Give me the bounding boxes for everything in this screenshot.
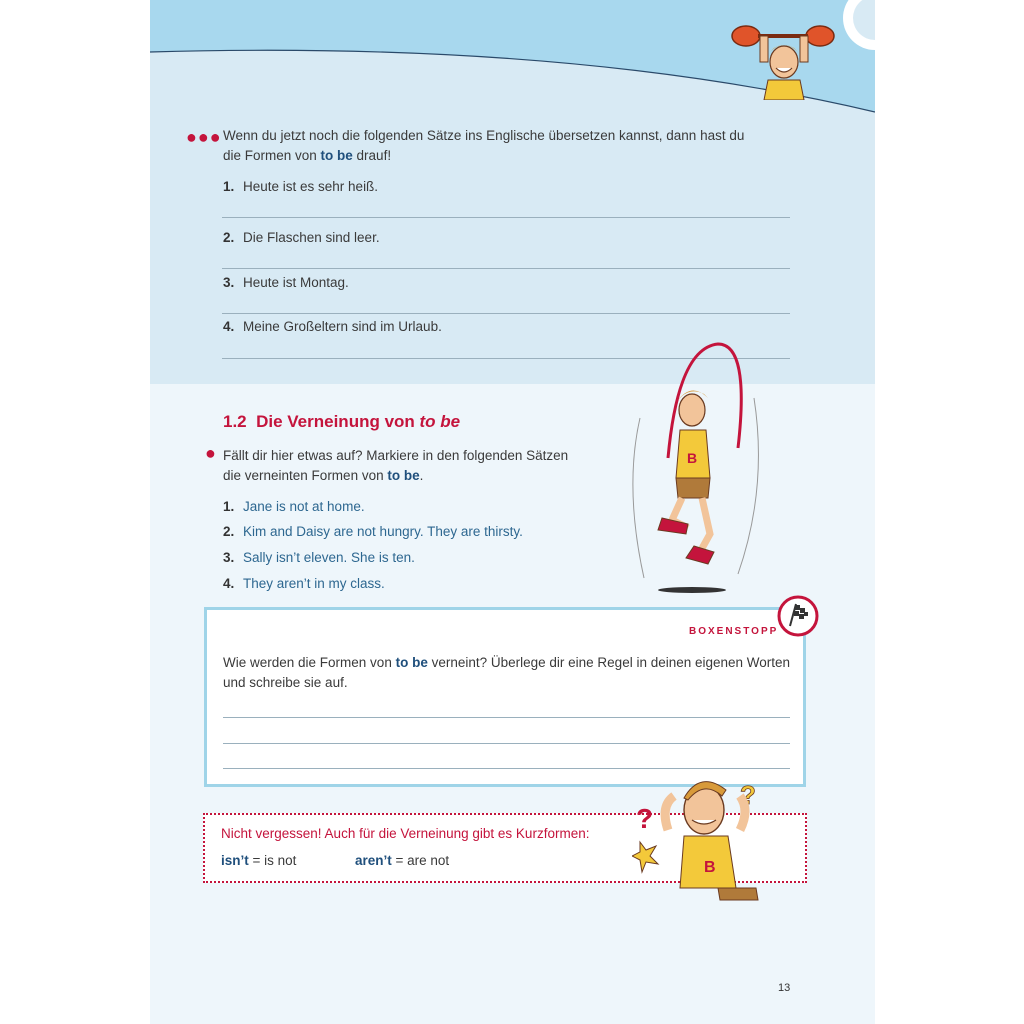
svg-text:B: B <box>687 450 698 466</box>
section-heading: 1.2 Die Verneinung von to be <box>223 412 461 431</box>
weightlifter-illustration <box>728 14 840 100</box>
answer-line[interactable] <box>222 217 790 218</box>
translate-item: 1. Heute ist es sehr heiß. <box>223 179 379 194</box>
task-text: Fällt dir hier etwas auf? Markiere in den folgenden Sätzen die verneinten Formen von to be. <box>223 448 569 483</box>
answer-line[interactable] <box>222 313 790 314</box>
translate-item: 2. Die Flaschen sind leer. <box>223 230 380 245</box>
page-number: 13 <box>778 982 791 994</box>
answer-line[interactable] <box>223 717 790 718</box>
short-form-isnt: isn’t = is not <box>221 853 297 868</box>
boxenstopp-box <box>204 607 806 787</box>
svg-text:?: ? <box>636 803 654 834</box>
example-sentence[interactable]: 1. Jane is not at home. <box>223 499 365 514</box>
boxenstopp-label: BOXENSTOPP <box>689 626 779 637</box>
translate-item: 4. Meine Großeltern sind im Urlaub. <box>223 319 442 334</box>
answer-line[interactable] <box>222 268 790 269</box>
difficulty-dots: ●●● <box>186 127 222 147</box>
intro-text: Wenn du jetzt noch die folgenden Sätze ins Englische übersetzen kannst, dann hast du die Formen von to be drauf! <box>223 128 745 163</box>
reminder-title: Nicht vergessen! Auch für die Verneinung gibt es Kurzformen: <box>221 826 590 841</box>
translate-item: 3. Heute ist Montag. <box>223 275 349 290</box>
thinking-boy-illustration <box>632 766 772 902</box>
svg-text:?: ? <box>740 780 756 810</box>
example-sentence[interactable]: 2. Kim and Daisy are not hungry. They are thirsty. <box>223 524 523 539</box>
checkered-flag-icon <box>776 594 820 638</box>
example-sentence[interactable]: 3. Sally isn’t eleven. She is ten. <box>223 550 415 565</box>
difficulty-dot: ● <box>205 443 217 463</box>
rope-jumper-illustration <box>618 338 766 598</box>
svg-text:B: B <box>704 859 716 876</box>
example-sentence[interactable]: 4. They aren’t in my class. <box>223 576 385 591</box>
answer-line[interactable] <box>223 743 790 744</box>
boxenstopp-text: Wie werden die Formen von to be verneint? Überlege dir eine Regel in deinen eigenen Worten und schreibe sie auf. <box>223 655 791 690</box>
short-form-arent: aren’t = are not <box>355 853 450 868</box>
